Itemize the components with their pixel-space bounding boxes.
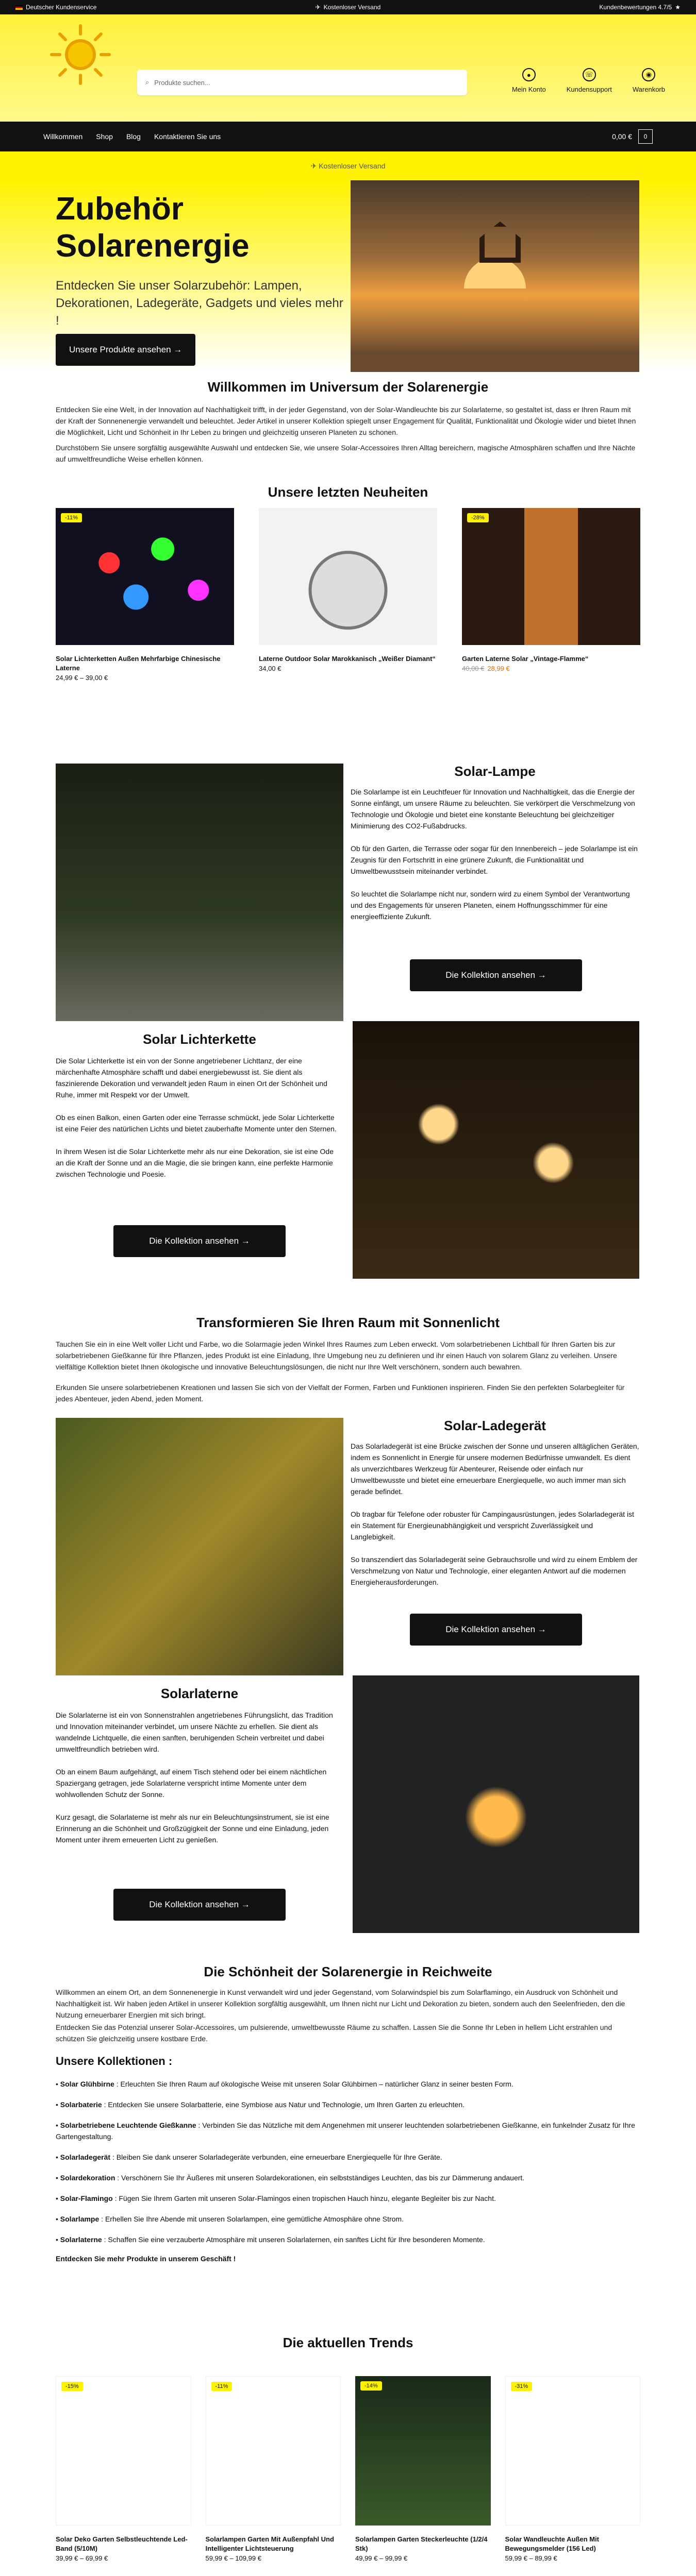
site-header	[0, 14, 696, 122]
product-name[interactable]: Garten Laterne Solar „Vintage-Flamme“	[462, 655, 589, 663]
discount-badge: -11%	[61, 513, 82, 522]
product-image[interactable]	[355, 2376, 491, 2526]
trend-products	[0, 2376, 696, 2576]
product-card[interactable]	[206, 2376, 341, 2576]
product-image[interactable]	[56, 508, 234, 645]
support-label: Kundensupport	[566, 86, 612, 93]
solar-lampe-section	[0, 764, 696, 1031]
topbar-shipping-text: Kostenloser Versand	[323, 4, 381, 11]
transform-paragraph-2: Erkunden Sie unsere solarbetriebenen Kreationen und lassen Sie sich von der Vielfalt der Formen, Farben und Funktionen inspirieren. Finden Sie den perfekten Solarbegleiter für jedes Abenteuer, jeden Abend, jeden Moment.	[56, 1383, 625, 1403]
topbar-shipping	[316, 4, 381, 11]
latest-products	[0, 508, 696, 764]
solarlaterne-paragraph-1: Die Solarlaterne ist ein von Sonnenstrahlen angetriebenes Führungslicht, das Tradition und Innovation miteinander verbindet, um unsere Nächte zu erhellen. Sie dient als wandelnde Lichtquelle, die einen sanften, beruhigenden Schein verbreitet und dabei umweltfreundlich betrieben wird.	[56, 1711, 333, 1753]
main-nav	[0, 122, 696, 151]
promo-text: Kostenloser Versand	[319, 162, 386, 170]
collection-link[interactable]: Solarbetriebene Leuchtende Gießkanne	[60, 2121, 196, 2129]
beauty-title: Die Schönheit der Solarenergie in Reichweite	[204, 1964, 492, 1979]
topbar-reviews	[599, 4, 681, 11]
transform-paragraph-1: Tauchen Sie ein in eine Welt voller Licht und Farbe, wo die Solarmagie jeden Winkel Ihres Raumes zum Leben erweckt. Vom solarbetriebenen Lichtball für Ihren Garten bis zur solarbetriebenen Gießkanne für Ihre Pflanzen, jedes Produkt ist eine Einladung, Ihre Umgebung neu zu definieren und ihr einen Hauch von solarem Glanz zu verleihen. Unsere vielfältige Kollektion bietet Ihnen ökologische und innovative Beleuchtungslösungen, die nicht nur Ihre Welt verschönern, sondern auch bewahren.	[56, 1340, 617, 1371]
collection-link[interactable]: Solar-Flamingo	[60, 2194, 113, 2202]
product-card[interactable]	[56, 508, 234, 764]
ladegeraet-image	[56, 1418, 343, 1675]
product-name[interactable]: Solar Lichterketten Außen Mehrfarbige Chinesische Laterne	[56, 655, 221, 672]
welcome-title: Willkommen im Universum der Solarenergie	[207, 379, 489, 395]
hero-title-line1: Zubehör	[56, 191, 184, 227]
solarlaterne-title: Solarlaterne	[160, 1686, 239, 1701]
lichterkette-title: Solar Lichterkette	[143, 1031, 256, 1047]
search-input[interactable]	[137, 70, 467, 95]
discount-badge: -14%	[360, 2381, 382, 2391]
list-item: • Solarladegerät : Bleiben Sie dank unserer Solarladegeräte verbunden, eine erneuerbare Energiequelle für Ihre Geräte.	[56, 2153, 442, 2161]
solar-lampe-paragraph-3: So leuchtet die Solarlampe nicht nur, sondern wird zu einem Symbol der Verantwortung und des Engagements für unseren Planeten, einem Hoffnungsschimmer für eine energieeffiziente Zukunft.	[351, 890, 630, 921]
discount-badge: -11%	[211, 2382, 233, 2391]
top-announcement-bar	[0, 0, 696, 14]
discount-badge: -15%	[61, 2382, 83, 2391]
collection-desc: : Schaffen Sie eine verzauberte Atmosphäre mit unseren Solarlaternen, ein sanftes Licht für Ihre besonderen Momente.	[102, 2235, 485, 2244]
product-card[interactable]	[462, 508, 640, 764]
product-image[interactable]	[462, 508, 640, 645]
nav-link-shop[interactable]: Shop	[96, 132, 113, 141]
product-card[interactable]	[355, 2376, 491, 2576]
product-price: 59,99 € – 89,99 €	[505, 2554, 557, 2562]
collections-list	[0, 2055, 696, 2263]
product-card[interactable]	[505, 2376, 641, 2576]
lichterkette-text	[56, 1055, 343, 1180]
collection-desc: : Erleuchten Sie Ihren Raum auf ökologische Weise mit unseren Solar Glühbirnen – natürlicher Glanz in seiner besten Form.	[114, 2080, 513, 2088]
collections-title: Unsere Kollektionen :	[56, 2055, 173, 2067]
ladegeraet-paragraph-3: So transzendiert das Solarladegerät seine Gebrauchsrolle und wird zu einem Emblem der Verschmelzung von Natur und Technologie, einer eleganten Antwort auf die modernen Energieherausforderungen.	[351, 1555, 638, 1586]
list-item: • Solar-Flamingo : Fügen Sie Ihrem Garten mit unseren Solar-Flamingos einen tropischen Hauch hinzu, elegante Begleiter bis zur Nacht.	[56, 2194, 496, 2202]
product-name[interactable]: Solar Deko Garten Selbstleuchtende Led-Band (5/10M)	[56, 2535, 188, 2552]
collection-desc: : Bleiben Sie dank unserer Solarladegeräte verbunden, eine erneuerbare Energiequelle für Ihre Geräte.	[110, 2153, 442, 2161]
ladegeraet-text	[351, 1440, 639, 1588]
beauty-paragraph-2: Entdecken Sie das Potenzial unserer Solar-Accessoires, um pulsierende, umweltbewusste Räume zu schaffen. Lassen Sie die Sonne Ihr Leben in hellem Licht erstrahlen und schützen Sie gleichzeitig unsere kostbare Erde.	[56, 2023, 612, 2043]
collection-link[interactable]: Solar Glühbirne	[60, 2080, 114, 2088]
solar-lampe-image	[56, 764, 343, 1021]
plane-icon: ✈	[315, 4, 321, 11]
lichterkette-button[interactable]: Die Kollektion ansehen →	[113, 1225, 286, 1257]
lichterkette-paragraph-1: Die Solar Lichterkette ist ein von der Sonne angetriebener Lichttanz, der eine märchenhafte Atmosphäre schafft und dabei energiebewusst ist. Sie dient als faszinierende Dekoration und verwandelt jeden Raum in einen Ort der Schönheit und Ruhe, immer mit Respekt vor der Umwelt.	[56, 1057, 327, 1099]
solarlaterne-paragraph-3: Kurz gesagt, die Solarlaterne ist mehr als nur ein Beleuchtungsinstrument, sie ist eine Erinnerung an die Schönheit und Großzügigkeit der Sonne und eine Einladung, jeden Moment unter ihrem erneuerten Licht zu genießen.	[56, 1813, 329, 1844]
product-price: 49,99 € – 99,99 €	[355, 2554, 408, 2562]
lichterkette-paragraph-2: Ob es einen Balkon, einen Garten oder eine Terrasse schmückt, jede Solar Lichterkette ist eine Feier des natürlichen Lichts und bietet zauberhafte Momente unter den Sternen.	[56, 1113, 337, 1133]
transform-title: Transformieren Sie Ihren Raum mit Sonnenlicht	[196, 1315, 500, 1330]
product-name[interactable]: Solarlampen Garten Steckerleuchte (1/2/4 Stk)	[355, 2535, 488, 2552]
solar-lampe-paragraph-2: Ob für den Garten, die Terrasse oder sogar für den Innenbereich – jede Solarlampe ist ein Zeugnis für den Fortschritt in eine grünere Zukunft, die Funktionalität und Umweltbewusstsein miteinander verbindet.	[351, 844, 638, 875]
collection-link[interactable]: Solardekoration	[60, 2174, 115, 2182]
solarlaterne-paragraph-2: Ob an einem Baum aufgehängt, auf einem Tisch stehend oder bei einem nächtlichen Spaziergang getragen, jede Solarlaterne verspricht intime Momente unter dem wohlwollenden Schutz der Sonne.	[56, 1768, 327, 1799]
star-icon: ★	[675, 4, 681, 11]
account-label: Mein Konto	[511, 86, 546, 93]
collection-link[interactable]: Solarbaterie	[60, 2100, 102, 2109]
cart-button[interactable]	[633, 68, 665, 93]
solar-lampe-button[interactable]: Die Kollektion ansehen →	[410, 959, 582, 991]
discount-badge: -28%	[467, 513, 489, 522]
product-price	[462, 665, 640, 672]
price-value: 28,99 €	[487, 665, 510, 672]
product-price: 59,99 € – 109,99 €	[205, 2554, 261, 2562]
list-item: • Solarbaterie : Entdecken Sie unsere Solarbatterie, eine Symbiose aus Natur und Technologie, um Ihren Garten zu erleuchten.	[56, 2100, 465, 2109]
product-image[interactable]	[56, 2376, 191, 2526]
product-name[interactable]: Solarlampen Garten Mit Außenpfahl Und Intelligenter Lichtsteuerung	[205, 2535, 334, 2552]
collection-desc: : Verbinden Sie das Nützliche mit dem Angenehmen mit unserer leuchtenden solarbetriebenen Gießkanne, ein funkelnder Zusatz für Ihre Gartengestaltung.	[56, 2121, 635, 2141]
ladegeraet-title: Solar-Ladegerät	[444, 1418, 546, 1433]
cart-icon: ◉	[642, 68, 655, 81]
solarlaterne-text	[56, 1709, 343, 1845]
solar-lampe-paragraph-1: Die Solarlampe ist ein Leuchtfeuer für Innovation und Nachhaltigkeit, das die Energie der Sonne einfängt, um unsere Räume zu beleuchten. Sie verkörpert die Verschmelzung von Technologie und Ökologie und bietet eine konstante Beleuchtung bei gleichzeitiger Minimierung des CO2-Fußabdrucks.	[351, 788, 635, 830]
ladegeraet-section	[0, 1418, 696, 1686]
hero-section	[0, 180, 696, 372]
product-name[interactable]: Solar Wandleuchte Außen Mit Bewegungsmelder (156 Led)	[505, 2535, 599, 2552]
hero-title-line2: Solarenergie	[56, 228, 250, 264]
cart-label: Warenkorb	[632, 86, 665, 93]
ladegeraet-paragraph-2: Ob tragbar für Telefone oder robuster für Campingausrüstungen, jedes Solarladegerät ist ein Statement für Energieunabhängigkeit und verspricht Zuverlässigkeit und Langlebigkeit.	[351, 1510, 634, 1541]
product-image[interactable]	[206, 2376, 341, 2526]
account-button[interactable]	[512, 68, 546, 93]
promo-banner	[0, 151, 696, 180]
hero-cta-button[interactable]: Unsere Produkte ansehen →	[56, 334, 195, 366]
header-icons	[512, 68, 665, 93]
user-icon: ●	[522, 68, 536, 81]
product-image[interactable]	[259, 508, 437, 645]
plane-icon: ✈	[310, 162, 319, 170]
welcome-paragraph-2: Durchstöbern Sie unsere sorgfältig ausgewählte Auswahl und entdecken Sie, wie unsere Solar-Accessoires Ihren Alltag bereichern, magische Atmosphären schaffen und Ihre Nächte auf umweltfreundliche Weise erhellen können.	[56, 444, 636, 463]
hero-image	[351, 180, 639, 372]
old-price: 40,00 €	[462, 665, 485, 672]
lichterkette-image	[353, 1021, 639, 1279]
search-placeholder: Produkte suchen...	[154, 78, 210, 87]
phone-icon: ☏	[583, 68, 596, 81]
german-flag-icon	[15, 5, 23, 10]
collection-link[interactable]: Solarlaterne	[60, 2235, 102, 2244]
trends-title: Die aktuellen Trends	[283, 2335, 413, 2350]
collection-desc: : Entdecken Sie unsere Solarbatterie, eine Symbiose aus Natur und Technologie, um Ihren Garten zu erleuchten.	[102, 2100, 465, 2109]
product-price	[56, 674, 234, 682]
list-item: • Solarlaterne : Schaffen Sie eine verzauberte Atmosphäre mit unseren Solarlaternen, ein sanftes Licht für Ihre besonderen Momente.	[56, 2235, 485, 2244]
product-card[interactable]	[56, 2376, 191, 2576]
solarlaterne-section	[0, 1686, 696, 1974]
solarlaterne-button[interactable]: Die Kollektion ansehen →	[113, 1889, 286, 1921]
nav-cart[interactable]	[612, 129, 653, 144]
hero-subtitle: Entdecken Sie unser Solarzubehör: Lampen, Dekorationen, Ladegeräte, Gadgets und vieles mehr !	[56, 279, 343, 328]
nav-link-contact[interactable]: Kontaktieren Sie uns	[154, 132, 221, 141]
ladegeraet-paragraph-1: Das Solarladegerät ist eine Brücke zwischen der Sonne und unseren alltäglichen Geräten, indem es Sonnenlicht in Energie für unsere modernen Bedürfnisse umwandelt. Es dient als unverzichtbares Werkzeug für Abenteurer, Reisende oder einfach nur Umweltbewusste und bietet eine erneuerbare Energiequelle, wo auch immer man sich gerade befindet.	[351, 1442, 639, 1496]
ladegeraet-button[interactable]: Die Kollektion ansehen →	[410, 1614, 582, 1646]
list-item: • Solar Glühbirne : Erleuchten Sie Ihren Raum auf ökologische Weise mit unseren Solar Glühbirnen – natürlicher Glanz in seiner besten Form.	[56, 2080, 513, 2088]
cart-count: 0	[638, 129, 653, 144]
list-item: • Solarlampe : Erhellen Sie Ihre Abende mit unseren Solarlampen, eine gemütliche Atmosphäre ohne Strom.	[56, 2215, 404, 2223]
collection-desc: : Verschönern Sie Ihr Äußeres mit unseren Solardekorationen, ein selbstständiges Leuchten, das bis zur Dämmerung andauert.	[115, 2174, 525, 2182]
product-name[interactable]: Laterne Outdoor Solar Marokkanisch „Weißer Diamant“	[259, 655, 436, 663]
solar-lampe-title: Solar-Lampe	[454, 764, 536, 779]
discount-badge: -31%	[511, 2382, 533, 2391]
solar-lampe-text	[351, 786, 639, 922]
nav-link-welcome[interactable]: Willkommen	[43, 132, 83, 141]
price-value: 24,99 € – 39,00 €	[56, 674, 108, 682]
trends-header	[0, 2319, 696, 2376]
house-icon	[479, 222, 521, 263]
collection-link[interactable]: Solarlampe	[60, 2215, 100, 2223]
product-image[interactable]	[505, 2376, 641, 2526]
collections-footer-link[interactable]: Entdecken Sie mehr Produkte in unserem Geschäft !	[56, 2255, 236, 2263]
collection-link[interactable]: Solarladegerät	[60, 2153, 111, 2161]
latest-title: Unsere letzten Neuheiten	[268, 484, 428, 500]
support-button[interactable]	[567, 68, 612, 93]
lichterkette-paragraph-3: In ihrem Wesen ist die Solar Lichterkette mehr als nur eine Dekoration, sie ist eine Ode an die Kraft der Sonne und an die Magie, die sie bringen kann, eine perfekte Harmonie zwischen Technologie und Poesie.	[56, 1147, 334, 1178]
welcome-paragraph-1: Entdecken Sie eine Welt, in der Innovation auf Nachhaltigkeit trifft, in der jeder Gegenstand, von der Solar-Wandleuchte bis zur Solarlaterne, so gestaltet ist, dass er Ihren Raum mit der Kraft der Sonnenenergie verwandelt und beleuchtet. Jeder Artikel in unserer Kollektion spiegelt unser Engagement für Qualität, Funktionalität und Ökologie wider und bietet Ihnen die Möglichkeit, Licht und Schönheit in Ihr Leben zu bringen und gleichzeitig unseren Planeten zu schonen.	[56, 405, 636, 436]
product-price: 39,99 € – 69,99 €	[56, 2554, 108, 2562]
sun-logo[interactable]	[49, 24, 111, 86]
collection-desc: : Fügen Sie Ihrem Garten mit unseren Solar-Flamingos einen tropischen Hauch hinzu, elegante Begleiter bis zur Nacht.	[112, 2194, 496, 2202]
product-price	[259, 665, 437, 672]
list-item: • Solarbetriebene Leuchtende Gießkanne : Verbinden Sie das Nützliche mit dem Angenehmen mit unserer leuchtenden solarbetriebenen Gießkanne, ein funkelnder Zusatz für Ihre Gartengestaltung.	[56, 2121, 635, 2141]
list-item: • Solardekoration : Verschönern Sie Ihr Äußeres mit unseren Solardekorationen, ein selbstständiges Leuchten, das bis zur Dämmerung andauert.	[56, 2174, 525, 2182]
beauty-paragraph-1: Willkommen an einem Ort, an dem Sonnenenergie in Kunst verwandelt wird und jeder Gegenstand, vom Solarwindspiel bis zum Solarflamingo, ein Ausdruck von Schönheit und Nachhaltigkeit ist. Wir haben jeden Artikel in unserer Kollektion sorgfältig ausgewählt, um Ihnen nicht nur Licht und Dekoration zu bieten, sondern auch den Seelenfrieden, den die Nutzung erneuerbarer Energien mit sich bringt.	[56, 1988, 625, 2019]
hero-title	[56, 191, 250, 265]
nav-link-blog[interactable]: Blog	[126, 132, 141, 141]
beauty-section	[0, 1964, 696, 2319]
solarlaterne-image	[353, 1675, 639, 1933]
cart-total: 0,00 €	[612, 132, 632, 141]
topbar-support	[15, 4, 96, 11]
lichterkette-section	[0, 1031, 696, 1315]
product-card[interactable]	[259, 508, 437, 764]
search-icon: ⌕	[145, 78, 150, 86]
topbar-reviews-text: Kundenbewertungen 4.7/5	[599, 4, 672, 11]
collection-desc: : Erhellen Sie Ihre Abende mit unseren Solarlampen, eine gemütliche Atmosphäre ohne Strom.	[99, 2215, 404, 2223]
price-value: 34,00 €	[259, 665, 281, 672]
topbar-support-text: Deutscher Kundenservice	[26, 4, 97, 11]
